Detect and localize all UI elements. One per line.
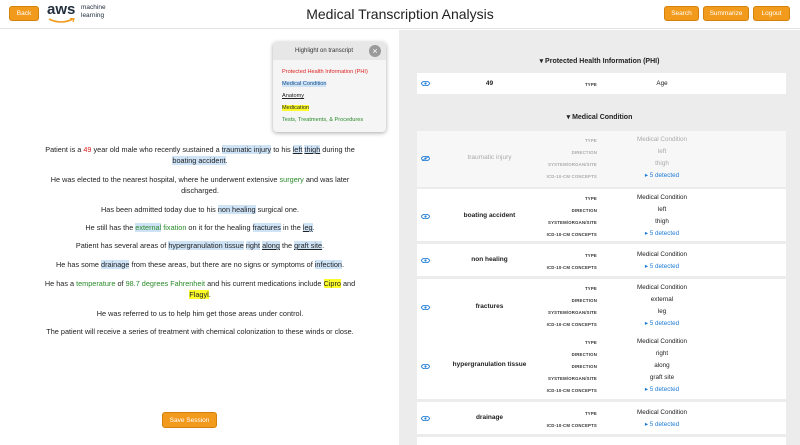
direction-highlight[interactable]: right	[245, 241, 261, 250]
toggle-medication[interactable]: Medication	[282, 105, 310, 111]
icd-key: ICD-10-CM CONCEPTS	[546, 232, 597, 237]
eye-icon[interactable]	[421, 214, 430, 219]
type-value: Medical Condition	[636, 251, 688, 258]
icd-toggle[interactable]: ▸ 5 detected	[644, 230, 680, 237]
text-span: .	[322, 241, 325, 250]
icd-key: ICD-10-CM CONCEPTS	[546, 174, 597, 179]
text-span: and his current medications include	[205, 279, 324, 288]
direction-key: DIRECTION	[571, 352, 597, 357]
direction-value: left	[657, 148, 667, 155]
entity-text: traumatic injury	[467, 154, 512, 161]
text-span: .	[341, 260, 344, 269]
logo-text: aws	[47, 1, 76, 18]
direction-highlight[interactable]: external	[135, 223, 162, 232]
type-value: Medical Condition	[636, 284, 688, 291]
transcript-paragraph	[30, 144, 370, 166]
header-bar	[0, 0, 800, 29]
direction-value: right	[655, 350, 669, 357]
toggle-anatomy[interactable]: Anatomy	[282, 93, 305, 99]
medication-highlight[interactable]: Flagyl	[189, 290, 209, 299]
text-span: He was elected to the nearest hospital, where he underwent extensive	[50, 175, 280, 184]
site-value: thigh	[655, 160, 669, 167]
text-span: Patient has several areas of	[75, 241, 169, 250]
direction-key: DIRECTION	[571, 364, 597, 369]
condition-highlight[interactable]: non healing	[217, 205, 256, 214]
icd-toggle[interactable]: ▸ 5 detected	[644, 421, 680, 428]
anatomy-highlight[interactable]: graft site	[294, 241, 323, 250]
text-span: from these areas, but there are no signs or symptoms of	[129, 260, 315, 269]
text-span: on it for the healing	[186, 223, 253, 232]
text-span: .	[312, 223, 315, 232]
text-span: the	[279, 241, 295, 250]
logout-button[interactable]: Logout	[753, 6, 790, 21]
transcript-paragraph	[30, 240, 370, 251]
text-span: Has been admitted today due to his	[101, 205, 218, 214]
eye-icon[interactable]	[421, 258, 430, 263]
summarize-button[interactable]: Summarize	[703, 6, 749, 21]
site-value: thigh	[655, 218, 669, 225]
site-key: SYSTEM/ORGAN/SITE	[548, 162, 597, 167]
site-key: SYSTEM/ORGAN/SITE	[548, 310, 597, 315]
entity-text: 49	[485, 80, 494, 87]
logo-line-1: machine	[81, 4, 106, 11]
text-span: He still has the	[85, 223, 136, 232]
anatomy-highlight[interactable]: left	[292, 145, 303, 154]
icd-toggle[interactable]: ▸ 5 detected	[644, 320, 680, 327]
icd-key: ICD-10-CM CONCEPTS	[546, 265, 597, 270]
type-value: Medical Condition	[636, 136, 688, 143]
text-span: .	[208, 290, 211, 299]
entity-text: hypergranulation tissue	[452, 361, 527, 368]
type-key: TYPE	[584, 138, 597, 143]
text-span: of	[115, 279, 126, 288]
type-value: Medical Condition	[636, 194, 688, 201]
direction-value: along	[654, 362, 670, 369]
condition-card	[417, 131, 786, 187]
transcript-paragraph	[30, 278, 370, 300]
page-title: Medical Transcription Analysis	[306, 6, 494, 22]
transcript-paragraph	[30, 222, 370, 233]
anatomy-highlight[interactable]: leg	[302, 223, 313, 232]
condition-card	[417, 437, 786, 445]
entity-text: non healing	[471, 256, 508, 263]
condition-highlight[interactable]: hypergranulation tissue	[168, 241, 244, 250]
condition-card	[417, 333, 786, 399]
type-key: TYPE	[584, 196, 597, 201]
type-key: TYPE	[584, 82, 597, 87]
text-span: and	[340, 279, 356, 288]
test-value-highlight[interactable]: 98.7 degrees Fahrenheit	[125, 279, 206, 288]
text-span: during the	[320, 145, 355, 154]
condition-highlight[interactable]: boating accident	[172, 156, 226, 165]
type-key: TYPE	[584, 286, 597, 291]
toggle-phi[interactable]: Protected Health Information (PHI)	[282, 69, 368, 75]
site-key: SYSTEM/ORGAN/SITE	[548, 376, 597, 381]
text-span: Patient is a	[45, 145, 84, 154]
icd-key: ICD-10-CM CONCEPTS	[546, 388, 597, 393]
entity-text: boating accident	[463, 212, 516, 219]
transcript-paragraph	[30, 204, 370, 215]
toggle-medical-condition[interactable]: Medical Condition	[282, 81, 327, 87]
site-key: SYSTEM/ORGAN/SITE	[548, 220, 597, 225]
popup-title: Highlight on transcript	[273, 42, 386, 60]
direction-key: DIRECTION	[571, 298, 597, 303]
toggle-tests-treatments[interactable]: Tests, Treatments, & Procedures	[282, 117, 364, 123]
text-span: .	[225, 156, 228, 165]
phi-highlight[interactable]: 49	[83, 145, 92, 154]
text-span: He has some	[55, 260, 102, 269]
entity-text: drainage	[475, 414, 504, 421]
medication-highlight[interactable]: Cipro	[323, 279, 341, 288]
type-value: Medical Condition	[636, 409, 688, 416]
site-value: graft site	[649, 374, 675, 381]
logo-line-2: learning	[81, 12, 105, 19]
text-span: He was referred to us to help him get those areas under control.	[96, 309, 304, 318]
eye-off-icon[interactable]	[421, 156, 430, 161]
treatment-highlight[interactable]: fixation	[163, 223, 187, 232]
type-value: Age	[656, 80, 668, 87]
transcript-paragraph	[20, 326, 380, 337]
close-icon[interactable]: ×	[369, 45, 381, 57]
eye-icon[interactable]	[421, 364, 430, 369]
entity-text: fractures	[475, 303, 504, 310]
type-key: TYPE	[584, 411, 597, 416]
icd-key: ICD-10-CM CONCEPTS	[546, 322, 597, 327]
direction-key: DIRECTION	[571, 208, 597, 213]
text-span: surgical one.	[255, 205, 299, 214]
type-key: TYPE	[584, 340, 597, 345]
eye-icon[interactable]	[421, 81, 430, 86]
highlight-popup	[273, 42, 386, 132]
direction-value: left	[657, 206, 667, 213]
condition-highlight[interactable]: infection	[314, 260, 342, 269]
transcript-paragraph	[30, 259, 370, 270]
text-span: and was later discharged.	[181, 175, 350, 195]
text-span: to his	[271, 145, 293, 154]
direction-highlight[interactable]: along	[262, 241, 280, 250]
condition-card	[417, 244, 786, 276]
search-button[interactable]: Search	[664, 6, 699, 21]
save-session-button[interactable]: Save Session	[162, 412, 217, 428]
anatomy-highlight[interactable]: thigh	[304, 145, 321, 154]
icd-toggle[interactable]: ▸ 5 detected	[644, 172, 680, 179]
eye-icon[interactable]	[421, 305, 430, 310]
icd-toggle[interactable]: ▸ 5 detected	[644, 263, 680, 270]
back-button[interactable]: Back	[9, 6, 39, 21]
direction-key: DIRECTION	[571, 150, 597, 155]
condition-card	[417, 189, 786, 241]
phi-section-title[interactable]: ▾ Protected Health Information (PHI)	[539, 58, 660, 65]
text-span: The patient will receive a series of treatment with chemical colonization to these winds or close.	[46, 327, 354, 336]
site-value: leg	[657, 308, 667, 315]
condition-highlight[interactable]: fractures	[252, 223, 281, 232]
treatment-highlight[interactable]: surgery	[279, 175, 304, 184]
text-span: in the	[280, 223, 303, 232]
condition-highlight[interactable]: drainage	[101, 260, 130, 269]
icd-key: ICD-10-CM CONCEPTS	[546, 423, 597, 428]
condition-card	[417, 402, 786, 434]
icd-toggle[interactable]: ▸ 5 detected	[644, 386, 680, 393]
test-highlight[interactable]: temperature	[76, 279, 116, 288]
type-key: TYPE	[584, 253, 597, 258]
text-span: He has a	[44, 279, 77, 288]
phi-card	[417, 73, 786, 94]
type-value: Medical Condition	[636, 338, 688, 345]
transcript-paragraph	[30, 308, 370, 319]
condition-highlight[interactable]: traumatic injury	[221, 145, 272, 154]
entities-panel	[399, 30, 800, 445]
text-span: year old male who recently sustained a	[91, 145, 222, 154]
direction-value: external	[650, 296, 674, 303]
eye-icon[interactable]	[421, 416, 430, 421]
transcript-paragraph	[40, 174, 360, 196]
medical-condition-section-title[interactable]: ▾ Medical Condition	[566, 114, 633, 121]
